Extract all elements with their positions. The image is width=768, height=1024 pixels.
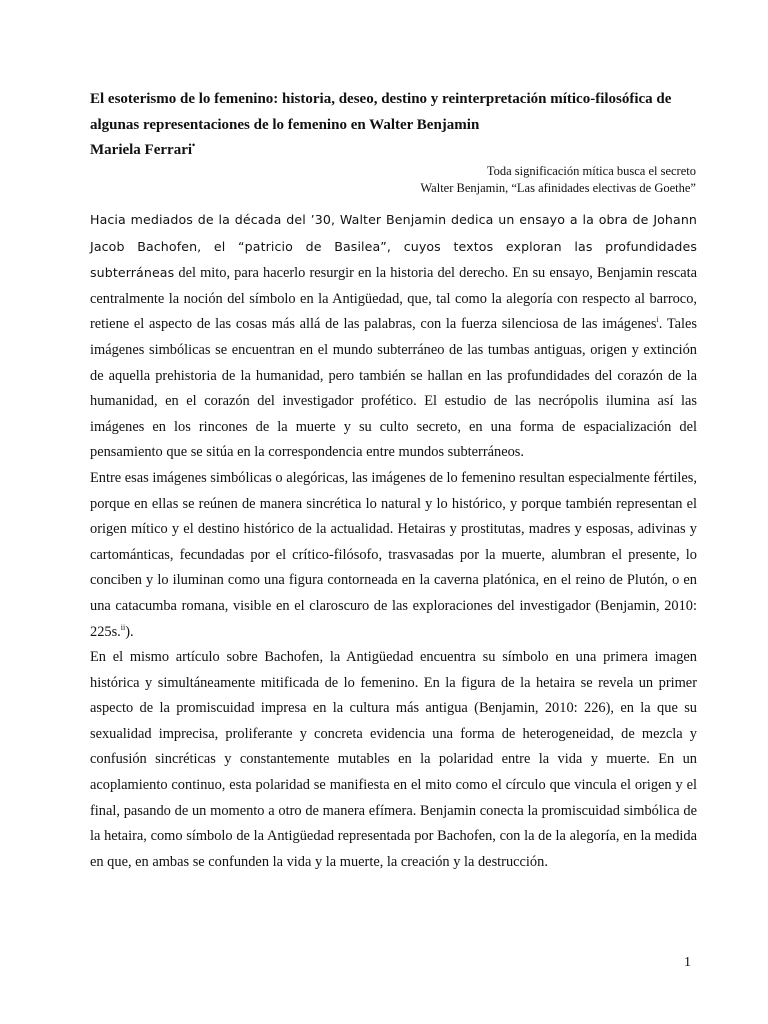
paragraph-3: En el mismo artículo sobre Bachofen, la Antigüedad encuentra su símbolo en una primera imagen histórica y simultáneamente mitificada de lo femenino. En la figura de la hetaira se revela un primer aspecto de la promiscuidad impresa en la cultura más antigua (Benjamin, 2010: 226), en la que su sexualidad imprecisa, proliferante y concreta evidencia una forma de heterogeneidad, de mezcla y confusión sincréticas y constantemente mutables en la polaridad entre la vida y muerte. En un acoplamiento continuo, esta polaridad se manifiesta en el mito como el círculo que vincula el origen y el final, pasando de un momento a otro de manera efímera. Benjamin conecta la promiscuidad simbólica de la hetaira, como símbolo de la Antigüedad representada por Bachofen, con la de la alegoría, en la medida en que, en ambas se confunden la vida y la muerte, la creación y la destrucción. xyxy=(90,649,697,870)
paragraph-1-opening: Hacia mediados de la década del ’30, Walter Benjamin dedica un ensayo a la obra de Johann Jacob Bachofen, el “patricio de Basilea”, cuyos textos exploran las profundidades subterráneas xyxy=(90,212,697,281)
document-title: El esoterismo de lo femenino: historia, deseo, destino y reinterpretación mítico-filosófica de algunas representaciones de lo femenino en Walter Benjamin xyxy=(90,91,672,133)
endnote-marker-ii[interactable]: ii xyxy=(120,622,126,632)
body-text xyxy=(90,207,697,875)
epigraph-attribution: Walter Benjamin, “Las afinidades electivas de Goethe” xyxy=(420,181,696,195)
page-number: 1 xyxy=(684,955,691,970)
epigraph-quote: Toda significación mítica busca el secreto xyxy=(486,164,696,178)
epigraph xyxy=(420,163,696,197)
paragraph-1 xyxy=(90,207,697,466)
paragraph-2 xyxy=(90,466,697,645)
author-footnote-mark: • xyxy=(192,140,196,150)
author-name xyxy=(90,134,195,161)
paragraph-2-end: ). xyxy=(125,623,134,640)
paragraph-1-middle: del mito, para hacerlo resurgir en la historia del derecho. En su ensayo, Benjamin rescata centralmente la noción del símbolo en la Antigüedad, que, tal como la alegoría con respecto al barroco, retiene el aspecto de las cosas más allá de las palabras, con la fuerza silenciosa de las imágenes xyxy=(90,265,697,333)
paragraph-1-end: . Tales imágenes simbólicas se encuentran en el mundo subterráneo de las tumbas antiguas, origen y extinción de aquella prehistoria de la humanidad, pero también se hallan en las profundidades del corazón de la humanidad, en el corazón del investigador profético. El estudio de las necrópolis ilumina así las imágenes en los rincones de la muerte y su culto secreto, en una forma de espacialización del pensamiento que se sitúa en la correspondencia entre mundos subterráneos. xyxy=(90,316,697,461)
paragraph-2-text: Entre esas imágenes simbólicas o alegóricas, las imágenes de lo femenino resultan especialmente fértiles, porque en ellas se reúnen de manera sincrética lo natural y lo histórico, y porque también representan el origen mítico y el destino histórico de la actualidad. Hetairas y prostitutas, madres y esposas, adivinas y cartománticas, fecundadas por el crítico-filósofo, trasvasadas por la muerte, alumbran el presente, lo conciben y lo iluminan como una figura contorneada en la caverna platónica, en el reino de Plutón, o en una catacumba romana, visible en el claroscuro de las exploraciones del investigador (Benjamin, 2010: 225s. xyxy=(90,469,697,640)
author-name-text: Mariela Ferrari xyxy=(90,142,193,158)
endnote-marker-i[interactable]: i xyxy=(656,315,659,325)
